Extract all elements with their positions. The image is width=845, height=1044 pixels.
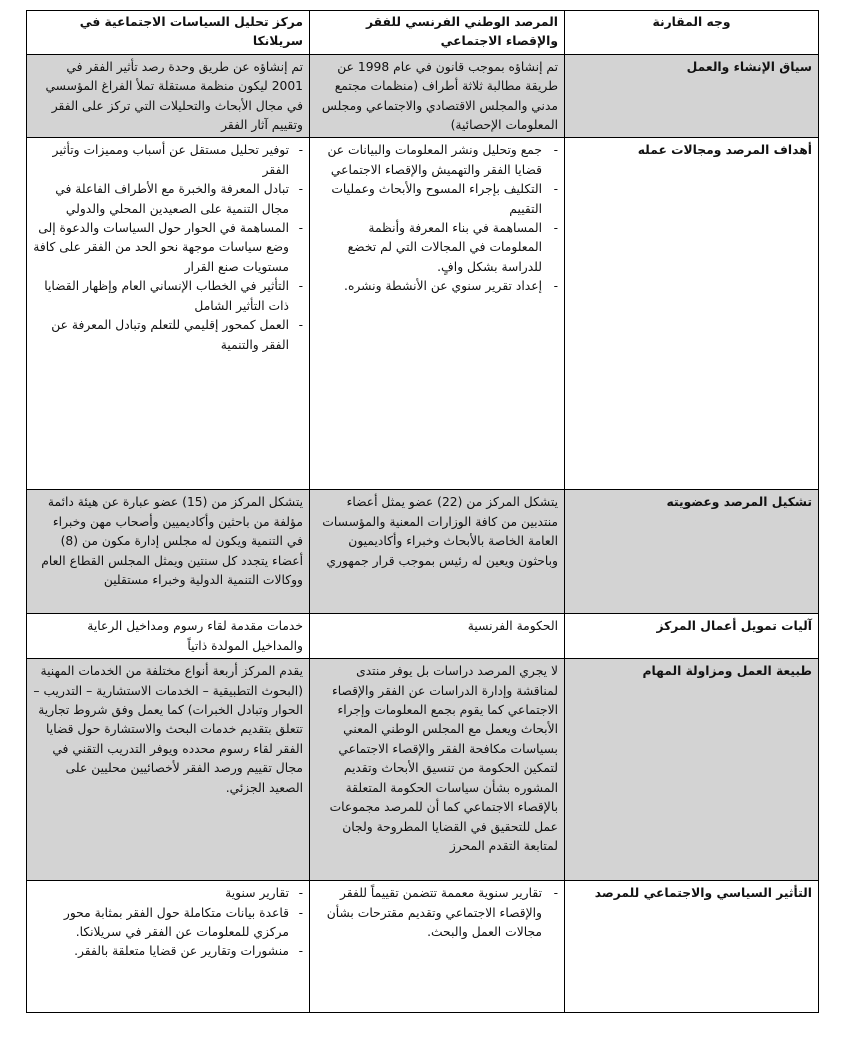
- comparison-table: [26, 10, 819, 1013]
- row-aspect: أهداف المرصد ومجالات عمله: [565, 138, 819, 490]
- table-row: [27, 138, 819, 490]
- observatory-cell: تم إنشاؤه بموجب قانون في عام 1998 عن طريقة مطالبة ثلاثة أطراف (منظمات مجتمع مدني والمجلس الاقتصادي والاجتماعي ومجلس المعلومات الإحصائية): [310, 54, 565, 138]
- list-item: - توفير تحليل مستقل عن أسباب ومميزات وتأثير الفقر: [33, 141, 303, 180]
- table-row: [27, 490, 819, 614]
- list-item: - تبادل المعرفة والخبرة مع الأطراف الفاعلة في مجال التنمية على الصعيدين المحلي والدولي: [33, 180, 303, 219]
- list-item: - جمع وتحليل ونشر المعلومات والبيانات عن قضايا الفقر والتهميش والإقصاء الاجتماعي: [316, 141, 558, 180]
- table-row: [27, 614, 819, 659]
- table-row: [27, 881, 819, 1013]
- list-item: - التأثير في الخطاب الإنساني العام وإظهار القضايا ذات التأثير الشامل: [33, 277, 303, 316]
- list-item: - العمل كمحور إقليمي للتعلم وتبادل المعرفة عن الفقر والتنمية: [33, 316, 303, 355]
- list-item: - إعداد تقرير سنوي عن الأنشطة ونشره.: [316, 277, 558, 296]
- center-cell: [27, 138, 310, 490]
- observatory-cell: [310, 138, 565, 490]
- center-cell: [27, 881, 310, 1013]
- header-observatory: المرصد الوطني الفرنسي للفقر والإقصاء الاجتماعي: [310, 11, 565, 55]
- header-aspect: وجه المقارنة: [565, 11, 819, 55]
- table-row: [27, 54, 819, 138]
- row-aspect: طبيعة العمل ومزاولة المهام: [565, 659, 819, 881]
- observatory-cell: لا يجري المرصد دراسات بل يوفر منتدى لمناقشة وإدارة الدراسات عن الفقر والإقصاء الاجتماعي كما يقوم بجمع المعلومات وإجراء الأبحاث ويعمل مع المجلس الوطني المعني بسياسات مكافحة الفقر والإقصاء الاجتماعي لتمكين الحكومة من تنسيق الأبحاث وتقديم المشوره بشأن سياسات الحكومة المتعلقة بالإقصاء الاجتماعي كما أن للمرصد مجموعات عمل للتحقيق في القضايا المطروحة ولجان لمتابعة التقدم المحرز: [310, 659, 565, 881]
- list-item: - تقارير سنوية معممة تتضمن تقييماً للفقر والإقصاء الاجتماعي وتقديم مقترحات بشأن مجالات العمل والبحث.: [316, 884, 558, 942]
- row-aspect: تشكيل المرصد وعضويته: [565, 490, 819, 614]
- center-cell: خدمات مقدمة لقاء رسوم ومداخيل الرعاية والمداخيل المولدة ذاتياً: [27, 614, 310, 659]
- center-cell: يقدم المركز أربعة أنواع مختلفة من الخدمات المهنية (البحوث التطبيقية – الخدمات الاستشارية – التدريب – الحوار وتبادل الخبرات) كما يعمل وفق شروط تجارية تتعلق بتقديم خدمات البحث والاستشارة حول قضايا الفقر لقاء رسوم محدده ويوفر التدريب التقني في مجال تقييم ورصد الفقر لأخصائيين محليين على الصعيد الجزئي.: [27, 659, 310, 881]
- list-item: - تقارير سنوية: [33, 884, 303, 903]
- observatory-cell: الحكومة الفرنسية: [310, 614, 565, 659]
- observatory-cell: يتشكل المركز من (22) عضو يمثل أعضاء منتدبين من كافة الوزارات المعنية والمؤسسات العامة الخاصة بالأبحاث وخبراء وأكاديميون وباحثون ويعين له رئيس بموجب قرار جمهوري: [310, 490, 565, 614]
- list-item: - قاعدة بيانات متكاملة حول الفقر بمثابة محور مركزي للمعلومات عن الفقر في سريلانكا.: [33, 904, 303, 943]
- list-item: - التكليف بإجراء المسوح والأبحاث وعمليات التقييم: [316, 180, 558, 219]
- center-cell: يتشكل المركز من (15) عضو عبارة عن هيئة دائمة مؤلفة من باحثين وأكاديميين وأصحاب مهن وخبراء في التنمية ويكون له مجلس إدارة مكون من (8) أعضاء يتجدد كل سنتين ويمثل المجلس القطاع العام ووكالات التنمية الدولية وخبراء مستقلين: [27, 490, 310, 614]
- list-item: - المساهمة في الحوار حول السياسات والدعوة إلى وضع سياسات موجهة نحو الحد من الفقر على كافة مستويات صنع القرار: [33, 219, 303, 277]
- comparison-page: [26, 10, 818, 1013]
- row-aspect: سياق الإنشاء والعمل: [565, 54, 819, 138]
- header-center: مركز تحليل السياسات الاجتماعية في سريلانكا: [27, 11, 310, 55]
- table-row: [27, 659, 819, 881]
- row-aspect: آليات تمويل أعمال المركز: [565, 614, 819, 659]
- observatory-cell: [310, 881, 565, 1013]
- table-header-row: [27, 11, 819, 55]
- list-item: - منشورات وتقارير عن قضايا متعلقة بالفقر.: [33, 942, 303, 961]
- list-item: - المساهمة في بناء المعرفة وأنظمة المعلومات في المجالات التي لم تخضع للدراسة بشكل وافٍ.: [316, 219, 558, 277]
- row-aspect: التأثير السياسي والاجتماعي للمرصد: [565, 881, 819, 1013]
- center-cell: تم إنشاؤه عن طريق وحدة رصد تأثير الفقر في 2001 ليكون منظمة مستقلة تملأ الفراغ المؤسسي في مجال الأبحاث والتحليلات التي تركز على الفقر وتقييم آثار الفقر: [27, 54, 310, 138]
